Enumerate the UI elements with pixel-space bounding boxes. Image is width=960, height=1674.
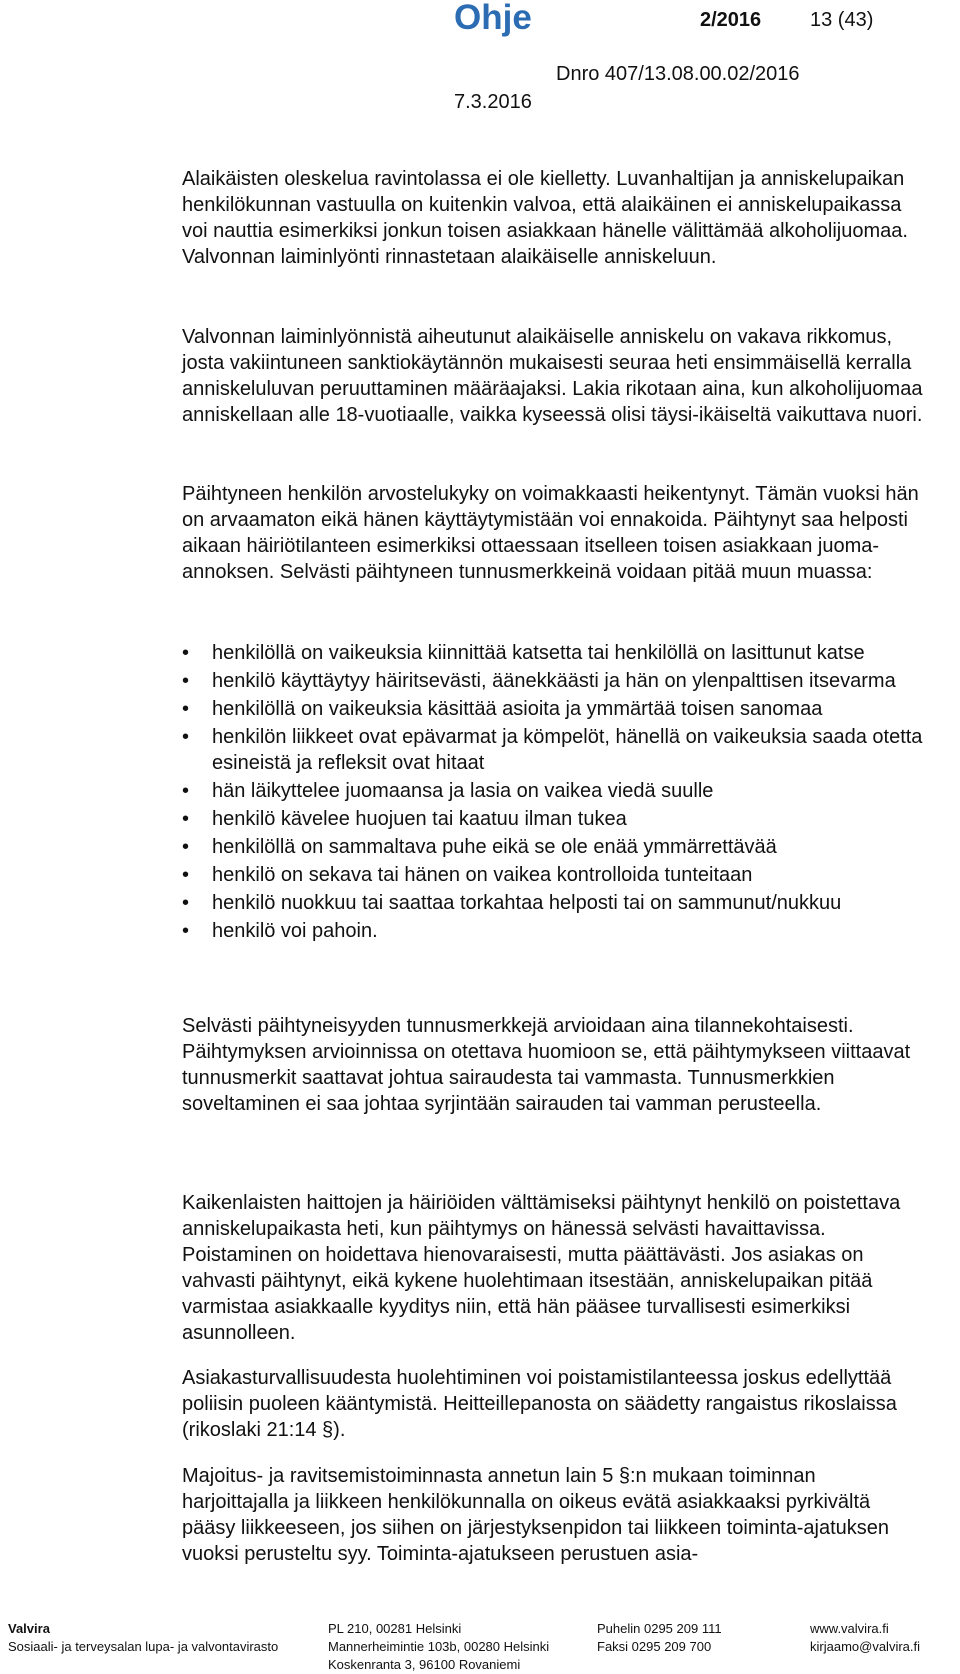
page-number: 13 (43) [810,9,874,31]
footer-phone-numbers [597,1620,722,1656]
bullet-icon: • [182,698,190,720]
footer-web-contacts [810,1620,920,1656]
list-item: • henkilö voi pahoin. [182,920,378,942]
document-date: 7.3.2016 [454,91,532,113]
footer-address-postal: PL 210, 00281 Helsinki [328,1621,462,1636]
footer-email-link[interactable]: kirjaamo@valvira.fi [810,1639,920,1654]
paragraph-police: Asiakasturvallisuudesta huolehtiminen voi poistamistilanteessa joskus edellyttää poliisin puoleen kääntymistä. Heitteillepanosta on säädetty rangaistus rikoslaissa (rikoslaki 21:14 §). [182,1367,897,1441]
bullet-icon: • [182,780,190,802]
footer-address-helsinki: Mannerheimintie 103b, 00280 Helsinki [328,1639,550,1654]
list-item: • hän läikyttelee juomaansa ja lasia on vaikea viedä suulle [182,780,714,802]
footer-fax: Faksi 0295 209 700 [597,1639,712,1654]
footer-website-link[interactable]: www.valvira.fi [810,1621,889,1636]
paragraph-minors: Alaikäisten oleskelua ravintolassa ei ole kielletty. Luvanhaltijan ja anniskelupaikan henkilökunnan vastuulla on kuitenkin valvoa, että alaikäinen ei anniskelupaikassa voi nauttia esimerkiksi jonkun toisen asiakkaan hänelle välittämää alkoholijuomaa. Valvonnan laiminlyönti rinnastetaan alaikäiselle anniskeluun. [182,168,908,268]
footer-addresses [328,1620,549,1674]
document-type-title: Ohje [454,0,532,37]
list-item: • henkilöllä on vaikeuksia käsittää asioita ja ymmärtää toisen sanomaa [182,698,823,720]
list-item: • henkilö nuokkuu tai saattaa torkahtaa helposti tai on sammunut/nukkuu [182,892,842,914]
list-item: • henkilöllä on sammaltava puhe eikä se ole enää ymmärrettävää [182,836,777,858]
bullet-icon: • [182,836,190,858]
list-item: • henkilö kävelee huojuen tai kaatuu ilman tukea [182,808,627,830]
footer-org-name: Valvira [8,1621,50,1636]
bullet-icon: • [182,808,190,830]
paragraph-removal: Kaikenlaisten haittojen ja häiriöiden välttämiseksi päihtynyt henkilö on poistettava anniskelupaikasta heti, kun päihtymys on hänessä selvästi havaittavissa. Poistaminen on hoidettava hienovaraisesti, mutta päättävästi. Jos asiakas on vahvasti päihtynyt, eikä kykene huolehtimaan itsestään, anniskelupaikan pitää varmistaa asiakkaalle kyyditys niin, että hän pääsee turvallisesti esimerkiksi asunnolleen. [182,1192,901,1344]
document-issue-number: 2/2016 [700,9,762,31]
list-item: • henkilö käyttäytyy häiritsevästi, äänekkäästi ja hän on ylenpalttisen itsevarma [182,670,896,692]
paragraph-entry-refusal: Majoitus- ja ravitsemistoiminnasta annetun lain 5 §:n mukaan toiminnan harjoittajalla ja liikkeen henkilökunnalla on oikeus evätä asiakkaaksi pyrkivältä pääsy liikkeeseen, jos siihen on järjestyksenpidon tai liikkeen toiminta-ajatuksen vuoksi perusteltu syy. Toiminta-ajatukseen perustuen asia- [182,1465,890,1565]
paragraph-intoxicated-person: Päihtyneen henkilön arvostelukyky on voimakkaasti heikentynyt. Tämän vuoksi hän on arvaamaton eikä hänen käyttäytymistään voi ennakoida. Päihtynyt saa helposti aikaan häiriötilanteen esimerkiksi ottaessaan itselleen toisen asiakkaan juoma-annoksen. Selvästi päihtyneen tunnusmerkkeinä voidaan pitää muun muassa: [182,483,919,583]
bullet-icon: • [182,920,190,942]
footer-phone: Puhelin 0295 209 111 [597,1621,722,1636]
footer-org-full-name: Sosiaali- ja terveysalan lupa- ja valvontavirasto [8,1639,279,1654]
bullet-icon: • [182,726,190,748]
bullet-icon: • [182,864,190,886]
bullet-icon: • [182,670,190,692]
list-item: • henkilö on sekava tai hänen on vaikea kontrolloida tunteitaan [182,864,753,886]
footer-address-rovaniemi: Koskenranta 3, 96100 Rovaniemi [328,1657,521,1672]
bullet-icon: • [182,892,190,914]
record-number: Dnro 407/13.08.00.02/2016 [556,63,800,85]
paragraph-sanctions: Valvonnan laiminlyönnistä aiheutunut alaikäiselle anniskelu on vakava rikkomus, josta vakiintuneen sanktiokäytännön mukaisesti seuraa heti ensimmäisellä kerralla anniskeluluvan peruuttaminen määräajaksi. Lakia rikotaan aina, kun alkoholijuomaa anniskellaan alle 18-vuotiaalle, vaikka kyseessä olisi täysi-ikäiseltä vaikuttava nuori. [182,326,923,426]
paragraph-assessment: Selvästi päihtyneisyyden tunnusmerkkejä arvioidaan aina tilannekohtaisesti. Päihtymyksen arvioinnissa on otettava huomioon se, että päihtymykseen viittaavat tunnusmerkit saattavat johtua sairaudesta tai vammasta. Tunnusmerkkien soveltaminen ei saa johtaa syrjintään sairauden tai vamman perusteella. [182,1015,911,1115]
intoxication-signs-list [182,640,925,946]
bullet-icon: • [182,642,190,664]
footer-organization [8,1620,278,1656]
list-item: • henkilön liikkeet ovat epävarmat ja kömpelöt, hänellä on vaikeuksia saada otetta esineistä ja refleksit ovat hitaat [182,726,923,774]
list-item: • henkilöllä on vaikeuksia kiinnittää katsetta tai henkilöllä on lasittunut katse [182,642,865,664]
